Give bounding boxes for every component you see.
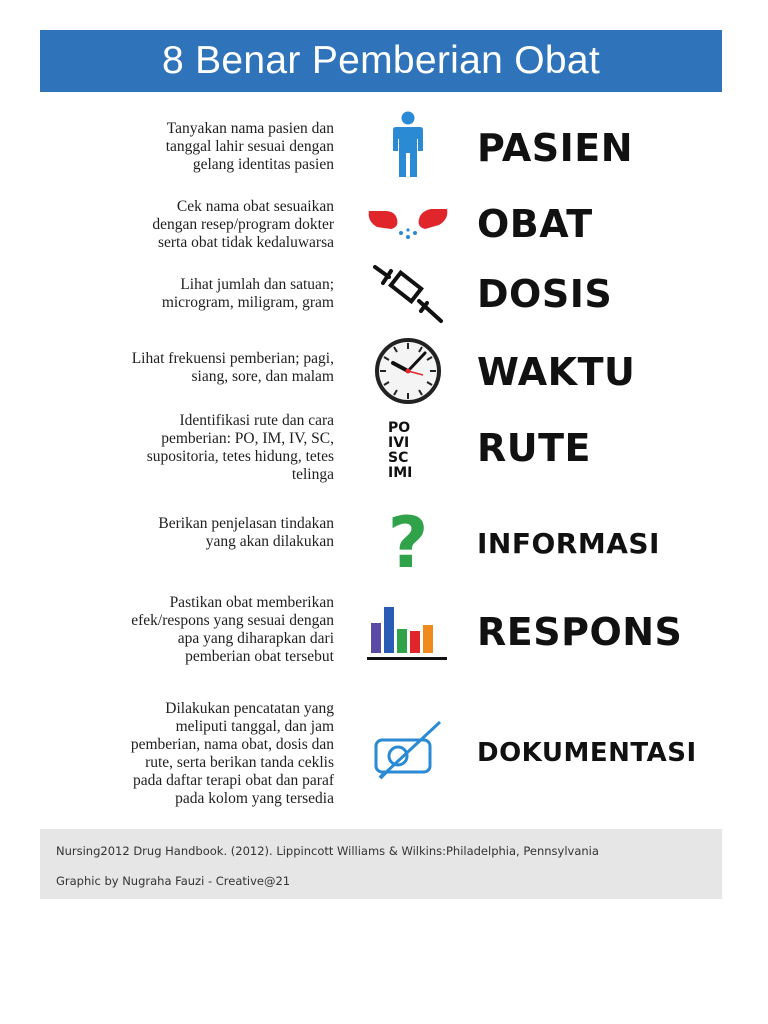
item-description: Identifikasi rute dan cara pemberian: PO, IM, IV, SC, supositoria, tetes hidung, tetes telinga: [146, 412, 334, 483]
item-label: WAKTU: [477, 350, 636, 394]
item-label: RUTE: [477, 426, 591, 470]
item-description: Lihat jumlah dan satuan; microgram, miligram, gram: [161, 276, 334, 311]
item-label: DOSIS: [477, 272, 613, 316]
syringe-icon: [360, 262, 456, 328]
person-icon: [360, 110, 456, 180]
item-description: Berikan penjelasan tindakan yang akan dilakukan: [158, 515, 334, 550]
pill-capsule-icon: [360, 198, 456, 248]
item-row-pasien: [40, 110, 722, 186]
page-title: 8 Benar Pemberian Obat: [40, 30, 722, 92]
item-description: Cek nama obat sesuaikan dengan resep/program dokter serta obat tidak kedaluwarsa: [152, 198, 334, 251]
item-row-respons: [40, 592, 722, 678]
item-label: DOKUMENTASI: [477, 738, 697, 768]
item-row-informasi: [40, 502, 722, 585]
clock-icon: [360, 336, 456, 406]
item-row-waktu: [40, 334, 722, 410]
item-description: Tanyakan nama pasien dan tanggal lahir sesuai dengan gelang identitas pasien: [165, 120, 334, 173]
document-pen-icon: [360, 718, 456, 782]
citation-text: Nursing2012 Drug Handbook. (2012). Lippincott Williams & Wilkins:Philadelphia, Pennsylvania: [56, 844, 599, 858]
credit-text: Graphic by Nugraha Fauzi - Creative@21: [56, 874, 291, 888]
footer: [40, 829, 722, 899]
bar-chart-icon: [360, 598, 456, 668]
question-mark-icon: ?: [387, 502, 429, 584]
item-description: Pastikan obat memberikan efek/respons yang sesuai dengan apa yang diharapkan dari pemberian obat tersebut: [131, 594, 334, 665]
item-label: OBAT: [477, 202, 593, 246]
route-abbrev-icon: PO IVI SC IMI: [388, 420, 413, 481]
item-row-dokumentasi: [40, 696, 722, 816]
item-label: INFORMASI: [477, 527, 660, 560]
item-label: PASIEN: [477, 126, 634, 170]
item-description: Dilakukan pencatatan yang meliputi tanggal, dan jam pemberian, nama obat, dosis dan rute, serta berikan tanda ceklis pada daftar terapi obat dan paraf pada kolom yang tersedia: [130, 700, 334, 807]
item-label: RESPONS: [477, 610, 683, 654]
item-description: Lihat frekuensi pemberian; pagi, siang, sore, dan malam: [131, 350, 334, 385]
item-row-obat: [40, 190, 722, 260]
item-row-dosis: [40, 260, 722, 332]
item-row-rute: [40, 410, 722, 494]
